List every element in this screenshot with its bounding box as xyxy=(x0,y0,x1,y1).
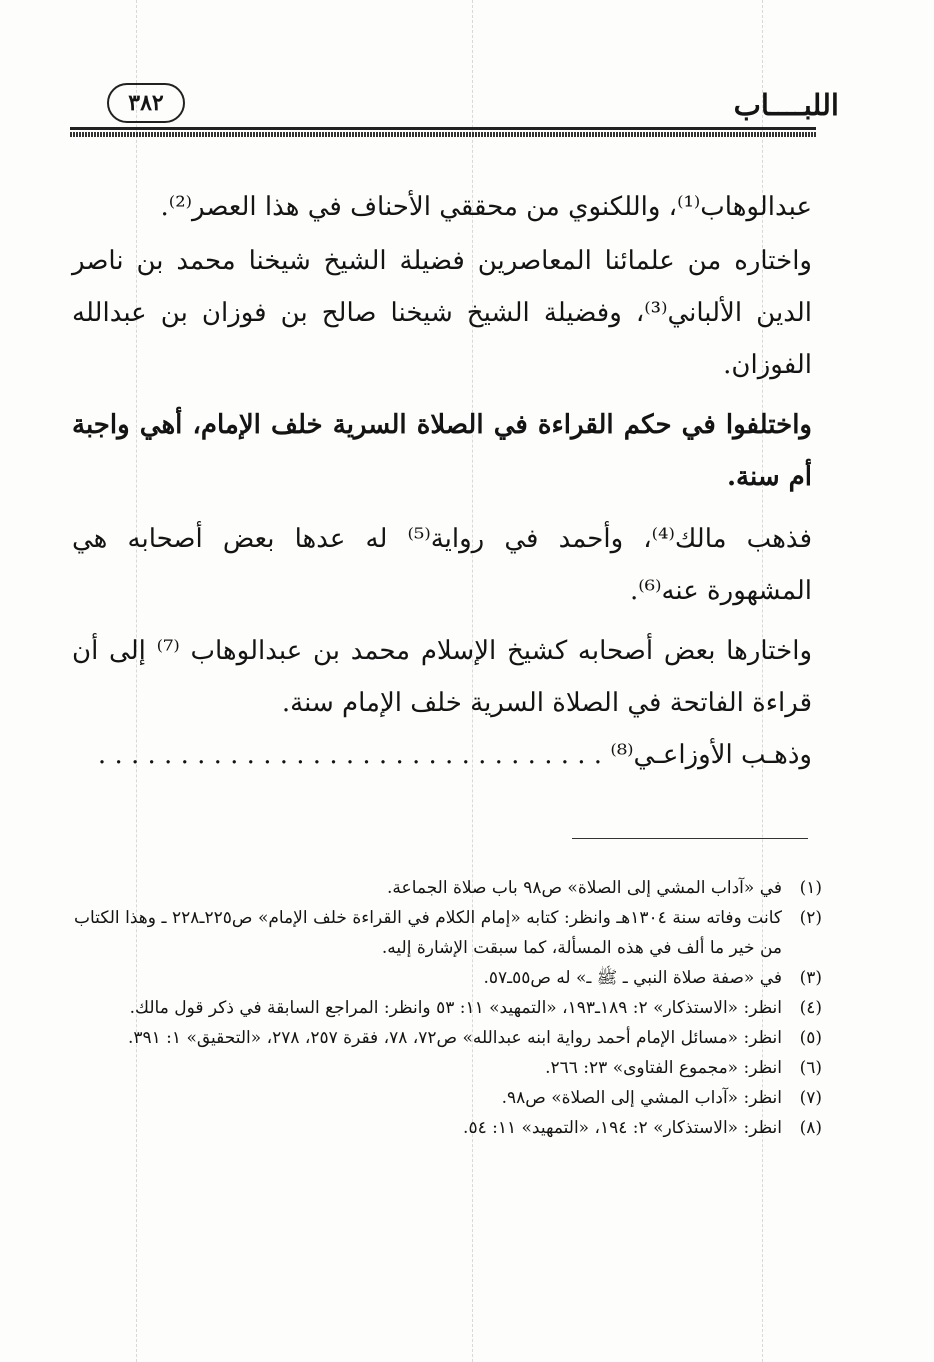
footnote-number: (٥) xyxy=(799,1028,822,1048)
footnote-text: في «صفة صلاة النبي ـ ﷺ ـ» له ص٥٥ـ٥٧. xyxy=(483,968,782,988)
paragraph: واختاره من علمائنا المعاصرين فضيلة الشيخ شيخنا محمد بن ناصر الدين الألباني⁽³⁾، وفضيلة الشيخ شيخنا صالح بن فوزان بن عبدالله الفوزان. xyxy=(72,246,812,380)
paragraph: واختارها بعض أصحابه كشيخ الإسلام محمد بن عبدالوهاب ⁽⁷⁾ إلى أن قراءة الفاتحة في الصلاة السرية خلف الإمام سنة. xyxy=(72,636,812,718)
footnote xyxy=(74,963,822,993)
footnote-number: (٨) xyxy=(799,1118,822,1138)
footnote-text: انظر: «آداب المشي إلى الصلاة» ص٩٨. xyxy=(501,1088,782,1108)
footnote-number: (٢) xyxy=(799,908,822,928)
footnote xyxy=(74,873,822,903)
footnote-text: كانت وفاته سنة ١٣٠٤هـ وانظر: كتابه «إمام الكلام في القراءة خلف الإمام» ص٢٢٥ـ٢٢٨ ـ وهذا الكتاب من خير ما ألف في هذه المسألة، كما سبقت الإشارة إليه. xyxy=(74,908,782,958)
footnote xyxy=(74,993,822,1023)
footnotes xyxy=(74,873,822,1143)
paragraph-heading: واختلفوا في حكم القراءة في الصلاة السرية خلف الإمام، أهي واجبة أم سنة. xyxy=(72,410,812,492)
paragraph: عبدالوهاب⁽¹⁾، واللكنوي من محققي الأحناف في هذا العصر⁽²⁾. xyxy=(160,192,812,222)
body-text xyxy=(72,181,812,781)
footnote-text: انظر: «مجموع الفتاوى» ٢٣: ٢٦٦. xyxy=(545,1058,782,1078)
paragraph-continued: وذهـب الأوزاعـي⁽⁸⁾ . . . . . . . . . . . . . . . . . . . . . . . . . . . . . . . xyxy=(97,740,812,770)
footnote-text: في «آداب المشي إلى الصلاة» ص٩٨ باب صلاة الجماعة. xyxy=(387,878,782,898)
running-header-title: اللبــــاب xyxy=(733,88,839,122)
footnote-text: انظر: «الاستذكار» ٢: ١٩٤، «التمهيد» ١١: ٥٤. xyxy=(463,1118,782,1138)
footnote xyxy=(74,903,822,963)
header-rule-pattern xyxy=(70,132,816,137)
footnote-number: (٧) xyxy=(799,1088,822,1108)
footnote-number: (٤) xyxy=(799,998,822,1018)
footnote-text: انظر: «مسائل الإمام أحمد رواية ابنه عبدالله» ص٧٢، ٧٨، فقرة ٢٥٧، ٢٧٨، «التحقيق» ١: ٣٩١. xyxy=(127,1028,782,1048)
footnote xyxy=(74,1023,822,1053)
footnote-number: (٣) xyxy=(799,968,822,988)
footnote-number: (٦) xyxy=(799,1058,822,1078)
footnote-separator xyxy=(572,838,808,839)
footnote xyxy=(74,1083,822,1113)
footnote xyxy=(74,1113,822,1143)
paragraph: فذهب مالك⁽⁴⁾، وأحمد في رواية⁽⁵⁾ له عدها بعض أصحابه هي المشهورة عنه⁽⁶⁾. xyxy=(72,524,813,606)
header-rule xyxy=(70,127,816,130)
footnote xyxy=(74,1053,822,1083)
footnote-number: (١) xyxy=(799,878,822,898)
footnote-text: انظر: «الاستذكار» ٢: ١٨٩ـ١٩٣، «التمهيد» ١١: ٥٣ وانظر: المراجع السابقة في ذكر قول مالك. xyxy=(129,998,782,1018)
page-number: ٣٨٢ xyxy=(107,83,185,123)
